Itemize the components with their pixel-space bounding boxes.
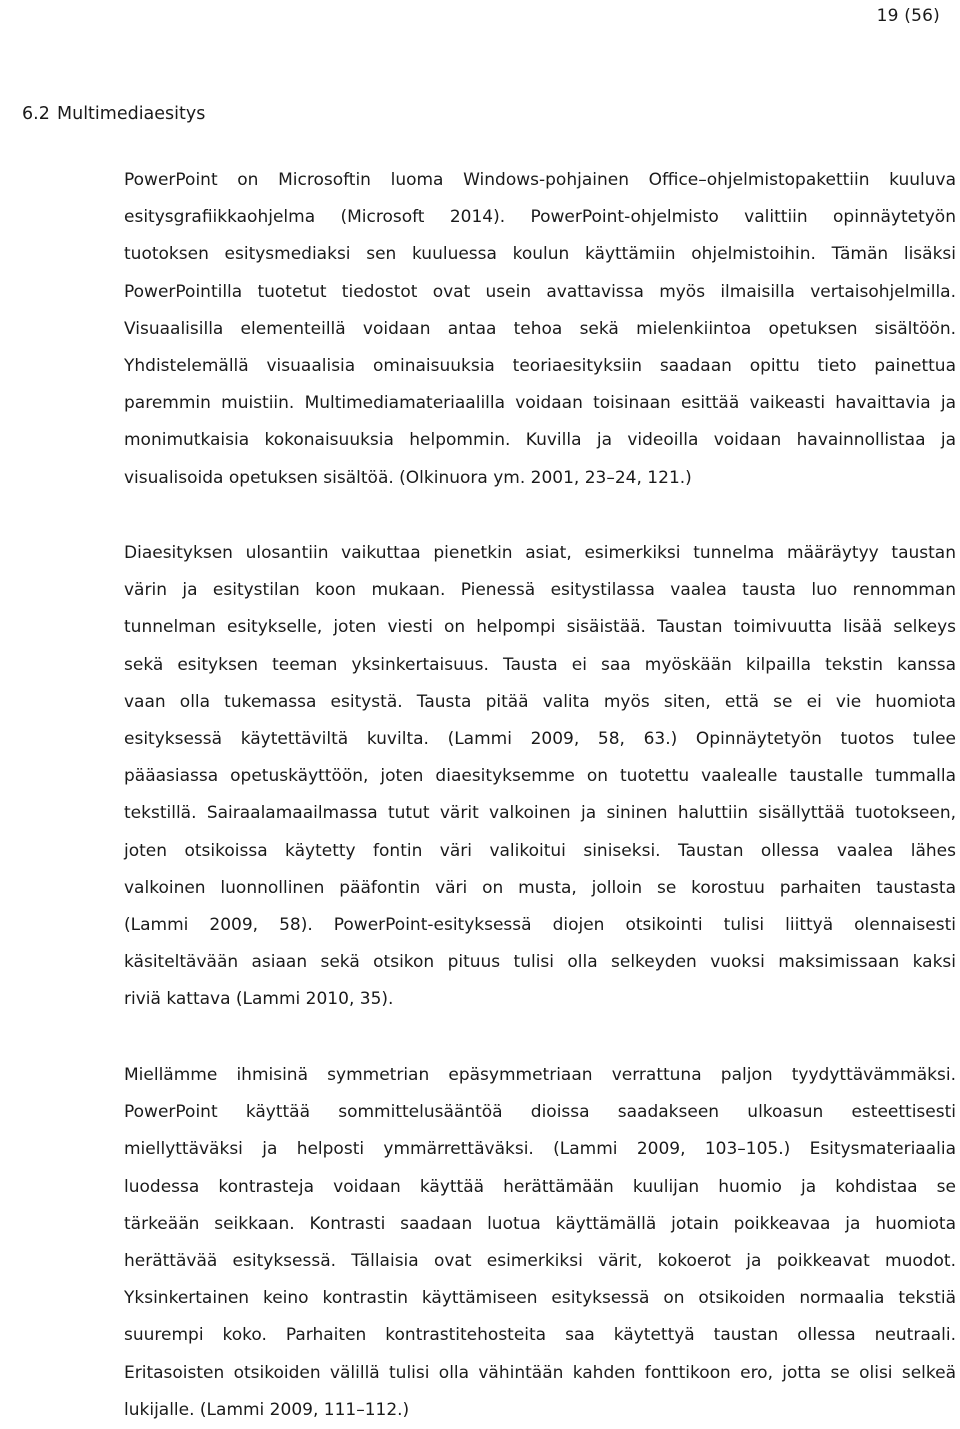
text-line: Diaesityksen ulosantiin vaikuttaa pienetkin asiat, esimerkiksi tunnelma määräytyy taustan — [124, 543, 956, 563]
paragraph-slide-background — [124, 535, 956, 1018]
text-line: tunnelman esitykselle, joten viesti on helpompi sisäistää. Taustan toimivuutta lisää selkeys — [124, 617, 956, 638]
section-heading — [22, 104, 205, 124]
text-line: pääasiassa opetuskäyttöön, joten diaesityksemme on tuotettu vaalealle taustalle tummalla — [124, 766, 956, 787]
text-line: miellyttäväksi ja helposti ymmärrettäväksi. (Lammi 2009, 103–105.) Esitysmateriaalia — [124, 1139, 956, 1160]
text-line: tuotoksen esitysmediaksi sen kuuluessa koulun käyttämiin ohjelmistoihin. Tämän lisäksi — [124, 244, 956, 265]
text-line: esityksessä käytettäviltä kuvilta. (Lammi 2009, 58, 63.) Opinnäytetyön tuotos tulee — [124, 728, 956, 749]
text-line: lukijalle. (Lammi 2009, 111–112.) — [124, 1399, 410, 1420]
text-line: Eritasoisten otsikoiden välillä tulisi olla vähintään kahden fonttikoon ero, jotta se olisi selkeä — [124, 1362, 956, 1383]
text-line: Yhdistelemällä visuaalisia ominaisuuksia teoriaesityksiin saadaan opittu tieto painettua — [124, 355, 956, 376]
text-line: herättävää esityksessä. Tällaisia ovat esimerkiksi värit, kokoerot ja poikkeavat muodot. — [124, 1250, 956, 1271]
paragraph-powerpoint-intro — [124, 162, 956, 497]
text-line: riviä kattava (Lammi 2010, 35). — [124, 989, 394, 1010]
text-line: (Lammi 2009, 58). PowerPoint-esityksessä diojen otsikointi tulisi liittyä olennaisesti — [124, 914, 956, 935]
text-line: joten otsikoissa käytetty fontin väri valikoitui siniseksi. Taustan ollessa vaalea lähes — [124, 840, 956, 861]
text-line: käsiteltävään asiaan sekä otsikon pituus tulisi olla selkeyden vuoksi maksimissaan kaksi — [124, 952, 956, 973]
text-line: esitysgrafiikkaohjelma (Microsoft 2014). PowerPoint-ohjelmisto valittiin opinnäytetyön — [124, 207, 956, 228]
text-line: monimutkaisia kokonaisuuksia helpommin. Kuvilla ja videoilla voidaan havainnollistaa ja — [124, 430, 956, 451]
text-line: Miellämme ihmisinä symmetrian epäsymmetriaan verrattuna paljon tyydyttävämmäksi. — [124, 1065, 956, 1085]
text-line: tekstillä. Sairaalamaailmassa tutut värit valkoinen ja sininen haluttiin sisällyttää tuotokseen, — [124, 803, 956, 824]
text-line: PowerPoint käyttää sommittelusääntöä dioissa saadakseen ulkoasun esteettisesti — [124, 1102, 956, 1123]
section-title: Multimediaesitys — [57, 104, 206, 124]
text-line: Yksinkertainen keino kontrastin käyttämiseen esityksessä on otsikoiden normaalia tekstiä — [124, 1288, 956, 1309]
text-line: luodessa kontrasteja voidaan käyttää herättämään kuulijan huomio ja kohdistaa se — [124, 1176, 956, 1197]
text-line: tärkeään seikkaan. Kontrasti saadaan luotua käyttämällä jotain poikkeavaa ja huomiota — [124, 1213, 956, 1234]
paragraph-symmetry-contrast — [124, 1057, 956, 1429]
text-line: valkoinen luonnollinen pääfontin väri on musta, jolloin se korostuu parhaiten taustasta — [124, 877, 956, 898]
text-line: vaan olla tukemassa esitystä. Tausta pitää valita myös siten, että se ei vie huomiota — [124, 691, 956, 712]
text-line: PowerPointilla tuotetut tiedostot ovat usein avattavissa myös ilmaisilla vertaisohjelmilla. — [124, 281, 956, 302]
text-line: Visuaalisilla elementeillä voidaan antaa tehoa sekä mielenkiintoa opetuksen sisältöön. — [124, 318, 956, 339]
section-number: 6.2 — [22, 104, 50, 124]
text-line: paremmin muistiin. Multimediamateriaalilla voidaan toisinaan esittää vaikeasti havaittavia ja — [124, 393, 956, 414]
text-line: värin ja esitystilan koon mukaan. Pienessä esitystilassa vaalea tausta luo rennomman — [124, 580, 956, 601]
text-line: PowerPoint on Microsoftin luoma Windows-pohjainen Office–ohjelmistopakettiin kuuluva — [124, 170, 956, 190]
page-number: 19 (56) — [876, 6, 940, 26]
text-line: visualisoida opetuksen sisältöä. (Olkinuora ym. 2001, 23–24, 121.) — [124, 467, 692, 488]
text-line: sekä esityksen teeman yksinkertaisuus. Tausta ei saa myöskään kilpailla tekstin kanssa — [124, 654, 956, 675]
text-line: suurempi koko. Parhaiten kontrastitehosteita saa käytettyä taustan ollessa neutraali. — [124, 1325, 956, 1346]
